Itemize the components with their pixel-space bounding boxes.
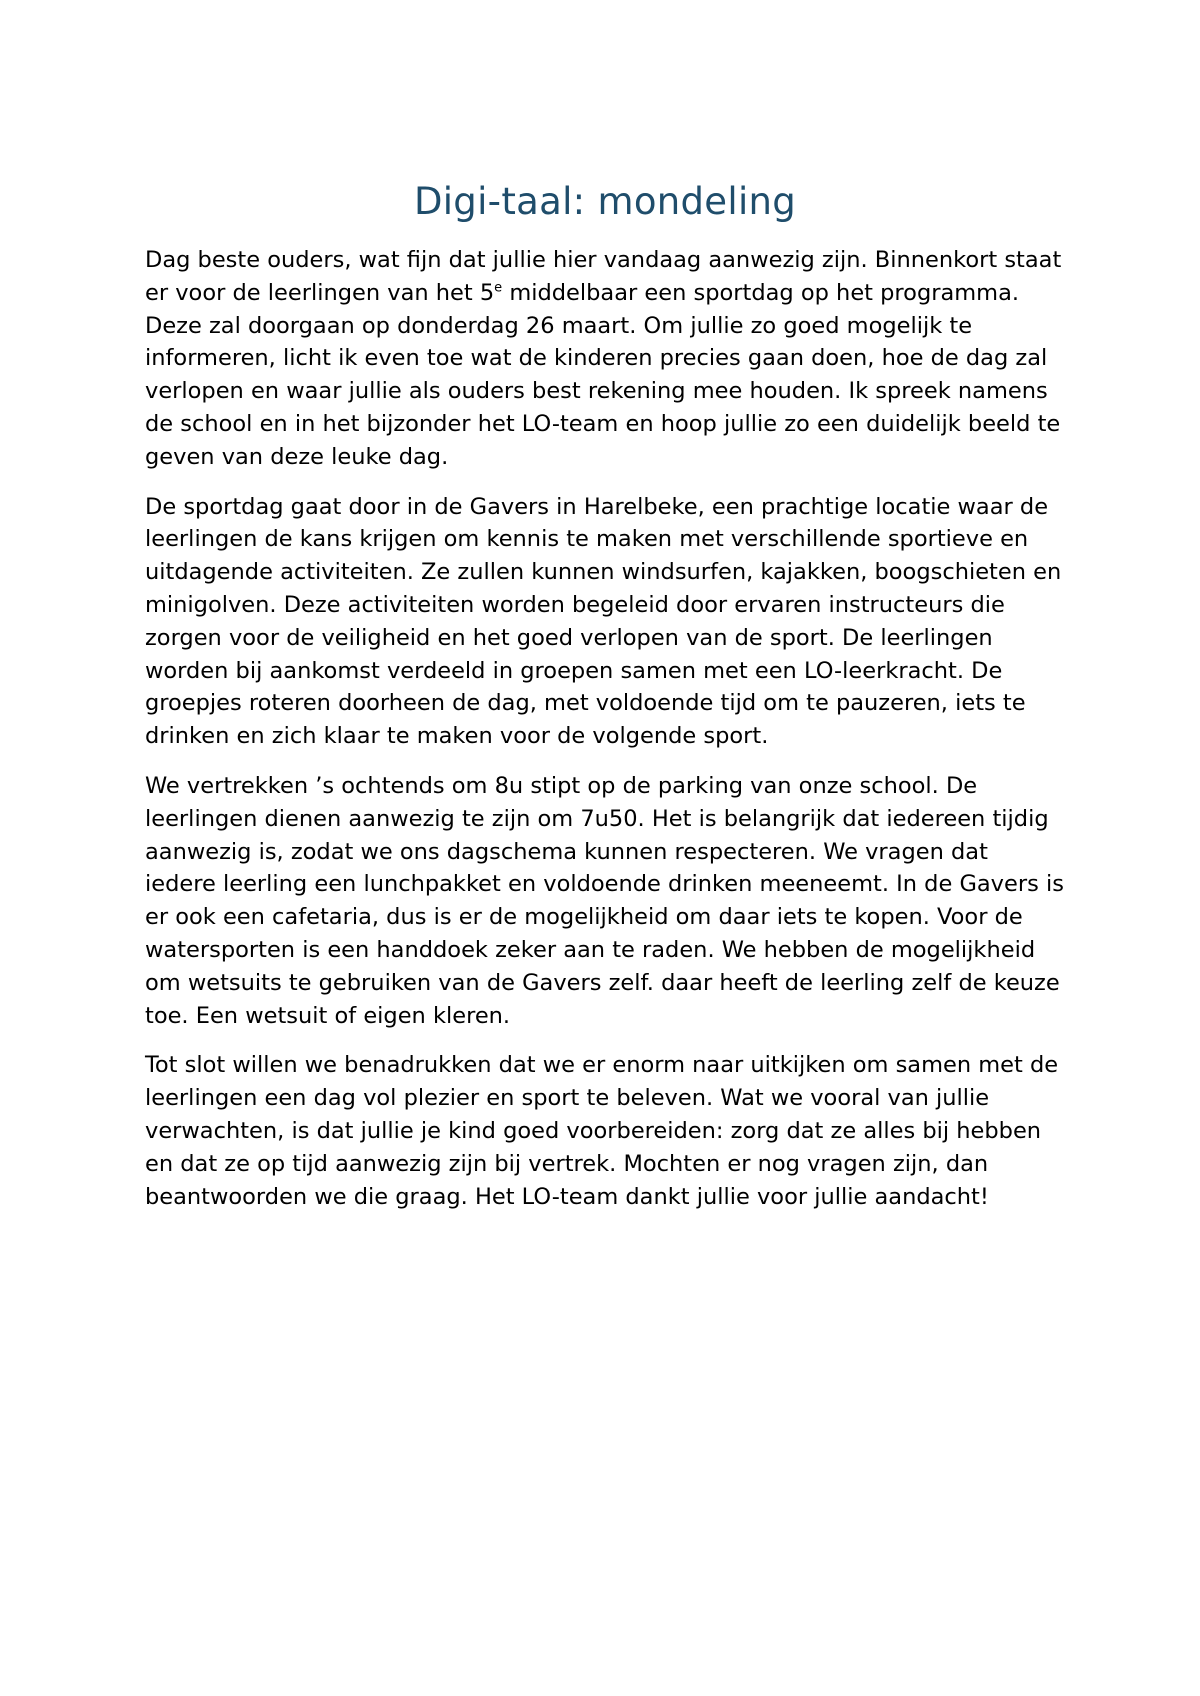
paragraph-location: De sportdag gaat door in de Gavers in Harelbeke, een prachtige locatie waar de leerlingen de kans krijgen om kennis te maken met verschillende sportieve en uitdagende activiteiten. Ze zullen kunnen windsurfen, kajakken, boogschieten en minigolven. Deze activiteiten worden begeleid door ervaren instructeurs die zorgen voor de veiligheid en het goed verlopen van de sport. De leerlingen worden bij aankomst verdeeld in groepen samen met een LO-leerkracht. De groepjes roteren doorheen de dag, met voldoende tijd om te pauzeren, iets te drinken en zich klaar te maken voor de volgende sport. <box>145 493 1062 750</box>
paragraph-intro <box>145 244 1065 474</box>
ordinal-superscript: e <box>494 280 503 296</box>
paragraph-intro-text-start: Dag beste ouders, wat fijn dat jullie hier vandaag aanwezig zijn. Binnenkort staat er voor de leerlingen van het 5 <box>145 247 1062 306</box>
paragraph-practical: We vertrekken ’s ochtends om 8u stipt op de parking van onze school. De leerlingen dienen aanwezig te zijn om 7u50. Het is belangrijk dat iedereen tijdig aanwezig is, zodat we ons dagschema kunnen respecteren. We vragen dat iedere leerling een lunchpakket en voldoende drinken meeneemt. In de Gavers is er ook een cafetaria, dus is er de mogelijkheid om daar iets te kopen. Voor de watersporten is een handdoek zeker aan te raden. We hebben de mogelijkheid om wetsuits te gebruiken van de Gavers zelf. daar heeft de leerling zelf de keuze toe. Een wetsuit of eigen kleren. <box>145 772 1064 1029</box>
document-body <box>145 176 1065 1230</box>
paragraph-intro-text-end: middelbaar een sportdag op het programma. Deze zal doorgaan op donderdag 26 maart. Om jullie zo goed mogelijk te informeren, licht ik even toe wat de kinderen precies gaan doen, hoe de dag zal verlopen en waar jullie als ouders best rekening mee houden. Ik spreek namens de school en in het bijzonder het LO-team en hoop jullie zo een duidelijk beeld te geven van deze leuke dag. <box>145 279 1061 470</box>
paragraph-closing: Tot slot willen we benadrukken dat we er enorm naar uitkijken om samen met de leerlingen een dag vol plezier en sport te beleven. Wat we vooral van jullie verwachten, is dat jullie je kind goed voorbereiden: zorg dat ze alles bij hebben en dat ze op tijd aanwezig zijn bij vertrek. Mochten er nog vragen zijn, dan beantwoorden we die graag. Het LO-team dankt jullie voor jullie aandacht! <box>145 1052 1059 1210</box>
document-title: Digi-taal: mondeling <box>413 180 797 223</box>
